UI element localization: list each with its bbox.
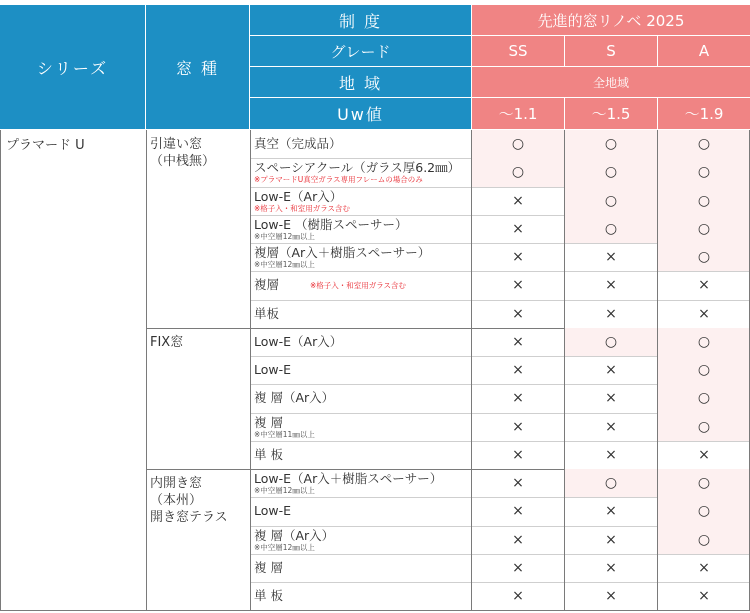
eligible-mark: ○ xyxy=(604,164,618,181)
program-name: 先進的窓リノベ 2025 xyxy=(472,5,750,35)
column-divider xyxy=(146,130,147,610)
glass-type-label: 複 層 xyxy=(254,559,283,575)
glass-type-label: Low-E（Ar入） xyxy=(254,333,343,349)
eligible-mark: ○ xyxy=(697,164,711,181)
grade-s: S xyxy=(565,36,657,66)
glass-type-label: Low-E （樹脂スペーサー） xyxy=(254,216,408,232)
column-divider xyxy=(250,130,251,610)
ineligible-mark: × xyxy=(605,531,617,548)
series-name: プラマード U xyxy=(6,138,85,153)
ineligible-mark: × xyxy=(512,446,524,463)
ineligible-mark: × xyxy=(512,418,524,435)
eligible-mark: ○ xyxy=(511,164,525,181)
ineligible-mark: × xyxy=(698,277,710,294)
eligible-mark: ○ xyxy=(697,220,711,237)
ineligible-mark: × xyxy=(512,588,524,605)
glass-type-label: 単板 xyxy=(254,305,280,321)
grade-a: A xyxy=(658,36,750,66)
glass-type-label: Low-E（Ar入） xyxy=(254,188,343,204)
eligible-mark: ○ xyxy=(697,362,711,379)
glass-type-label: 単 板 xyxy=(254,588,283,603)
glass-type-label: 複 層（Ar入） xyxy=(254,390,335,406)
eligible-mark: ○ xyxy=(604,475,618,492)
glass-type-label: 複層（Ar入＋樹脂スペーサー） xyxy=(254,245,431,260)
glass-note: ※中空層12㎜以上 xyxy=(254,542,315,552)
window-type-label: 引違い窓 （中桟無） xyxy=(150,137,216,169)
ineligible-mark: × xyxy=(512,531,524,548)
system-label: 制 度 xyxy=(250,5,471,35)
region-label: 地 域 xyxy=(250,67,471,97)
column-divider xyxy=(471,130,472,610)
ineligible-mark: × xyxy=(605,390,617,407)
grade-ss: SS xyxy=(472,36,564,66)
ineligible-mark: × xyxy=(512,475,524,492)
uw-ss: ～1.1 xyxy=(472,98,564,129)
ineligible-mark: × xyxy=(512,503,524,520)
ineligible-mark: × xyxy=(698,588,710,605)
ineligible-mark: × xyxy=(605,249,617,266)
column-divider xyxy=(657,130,658,610)
glass-type-label: Low-E xyxy=(254,362,292,377)
glass-note: ※中空層11㎜以上 xyxy=(254,429,315,439)
ineligible-mark: × xyxy=(605,503,617,520)
eligible-mark: ○ xyxy=(697,249,711,266)
window-type-header: 窓 種 xyxy=(146,5,249,129)
ineligible-mark: × xyxy=(605,277,617,294)
uw-a: ～1.9 xyxy=(658,98,750,129)
glass-type-label: Low-E xyxy=(254,503,292,519)
eligible-mark: ○ xyxy=(697,192,711,209)
glass-note: ※格子入・和室用ガラス含む xyxy=(310,281,407,291)
eligible-mark: ○ xyxy=(604,333,618,350)
ineligible-mark: × xyxy=(605,305,617,322)
ineligible-mark: × xyxy=(605,418,617,435)
eligible-mark: ○ xyxy=(697,503,711,520)
eligible-mark: ○ xyxy=(697,390,711,407)
ineligible-mark: × xyxy=(605,362,617,379)
glass-type-label: Low-E（Ar入＋樹脂スペーサー） xyxy=(254,471,443,486)
window-type-label: FIX窓 xyxy=(150,334,184,350)
ineligible-mark: × xyxy=(512,192,524,209)
glass-note: ※中空層12㎜以上 xyxy=(254,486,315,495)
uw-s: ～1.5 xyxy=(565,98,657,129)
table-bottom-border xyxy=(0,610,750,611)
glass-note: ※中空層12㎜以上 xyxy=(254,260,315,269)
uw-label: Uw値 xyxy=(250,98,471,129)
column-divider xyxy=(564,130,565,610)
ineligible-mark: × xyxy=(512,305,524,322)
eligible-mark: ○ xyxy=(697,475,711,492)
ineligible-mark: × xyxy=(698,559,710,576)
glass-type-label: スペーシアクール（ガラス厚6.2㎜） xyxy=(254,160,461,176)
glass-type-label: 単 板 xyxy=(254,446,283,462)
eligible-mark: ○ xyxy=(511,136,525,153)
series-header: シリーズ xyxy=(0,5,145,129)
ineligible-mark: × xyxy=(605,559,617,576)
ineligible-mark: × xyxy=(605,446,617,463)
ineligible-mark: × xyxy=(512,220,524,237)
glass-type-label: 複層 xyxy=(254,277,280,293)
table-left-border xyxy=(0,130,1,610)
glass-type-label: 複 層 xyxy=(254,414,283,430)
glass-note: ※格子入・和室用ガラス含む xyxy=(254,203,351,213)
eligible-mark: ○ xyxy=(697,333,711,350)
eligible-mark: ○ xyxy=(604,220,618,237)
glass-note: ※プラマードU真空ガラス専用フレームの場合のみ xyxy=(254,175,423,185)
window-type-label: 内開き窓 （本州） 開き窓テラス xyxy=(150,476,228,525)
ineligible-mark: × xyxy=(605,588,617,605)
eligible-mark: ○ xyxy=(604,192,618,209)
glass-note: ※中空層12㎜以上 xyxy=(254,231,315,241)
ineligible-mark: × xyxy=(512,559,524,576)
eligible-mark: ○ xyxy=(697,531,711,548)
ineligible-mark: × xyxy=(512,362,524,379)
ineligible-mark: × xyxy=(512,390,524,407)
grade-label: グレード xyxy=(250,36,471,66)
glass-type-label: 複 層（Ar入） xyxy=(254,527,335,543)
ineligible-mark: × xyxy=(512,249,524,266)
ineligible-mark: × xyxy=(698,305,710,322)
ineligible-mark: × xyxy=(698,446,710,463)
region-value: 全地域 xyxy=(472,67,750,97)
eligible-mark: ○ xyxy=(697,418,711,435)
ineligible-mark: × xyxy=(512,333,524,350)
eligible-mark: ○ xyxy=(697,136,711,153)
ineligible-mark: × xyxy=(512,277,524,294)
eligible-mark: ○ xyxy=(604,136,618,153)
glass-type-label: 真空（完成品） xyxy=(254,136,342,151)
